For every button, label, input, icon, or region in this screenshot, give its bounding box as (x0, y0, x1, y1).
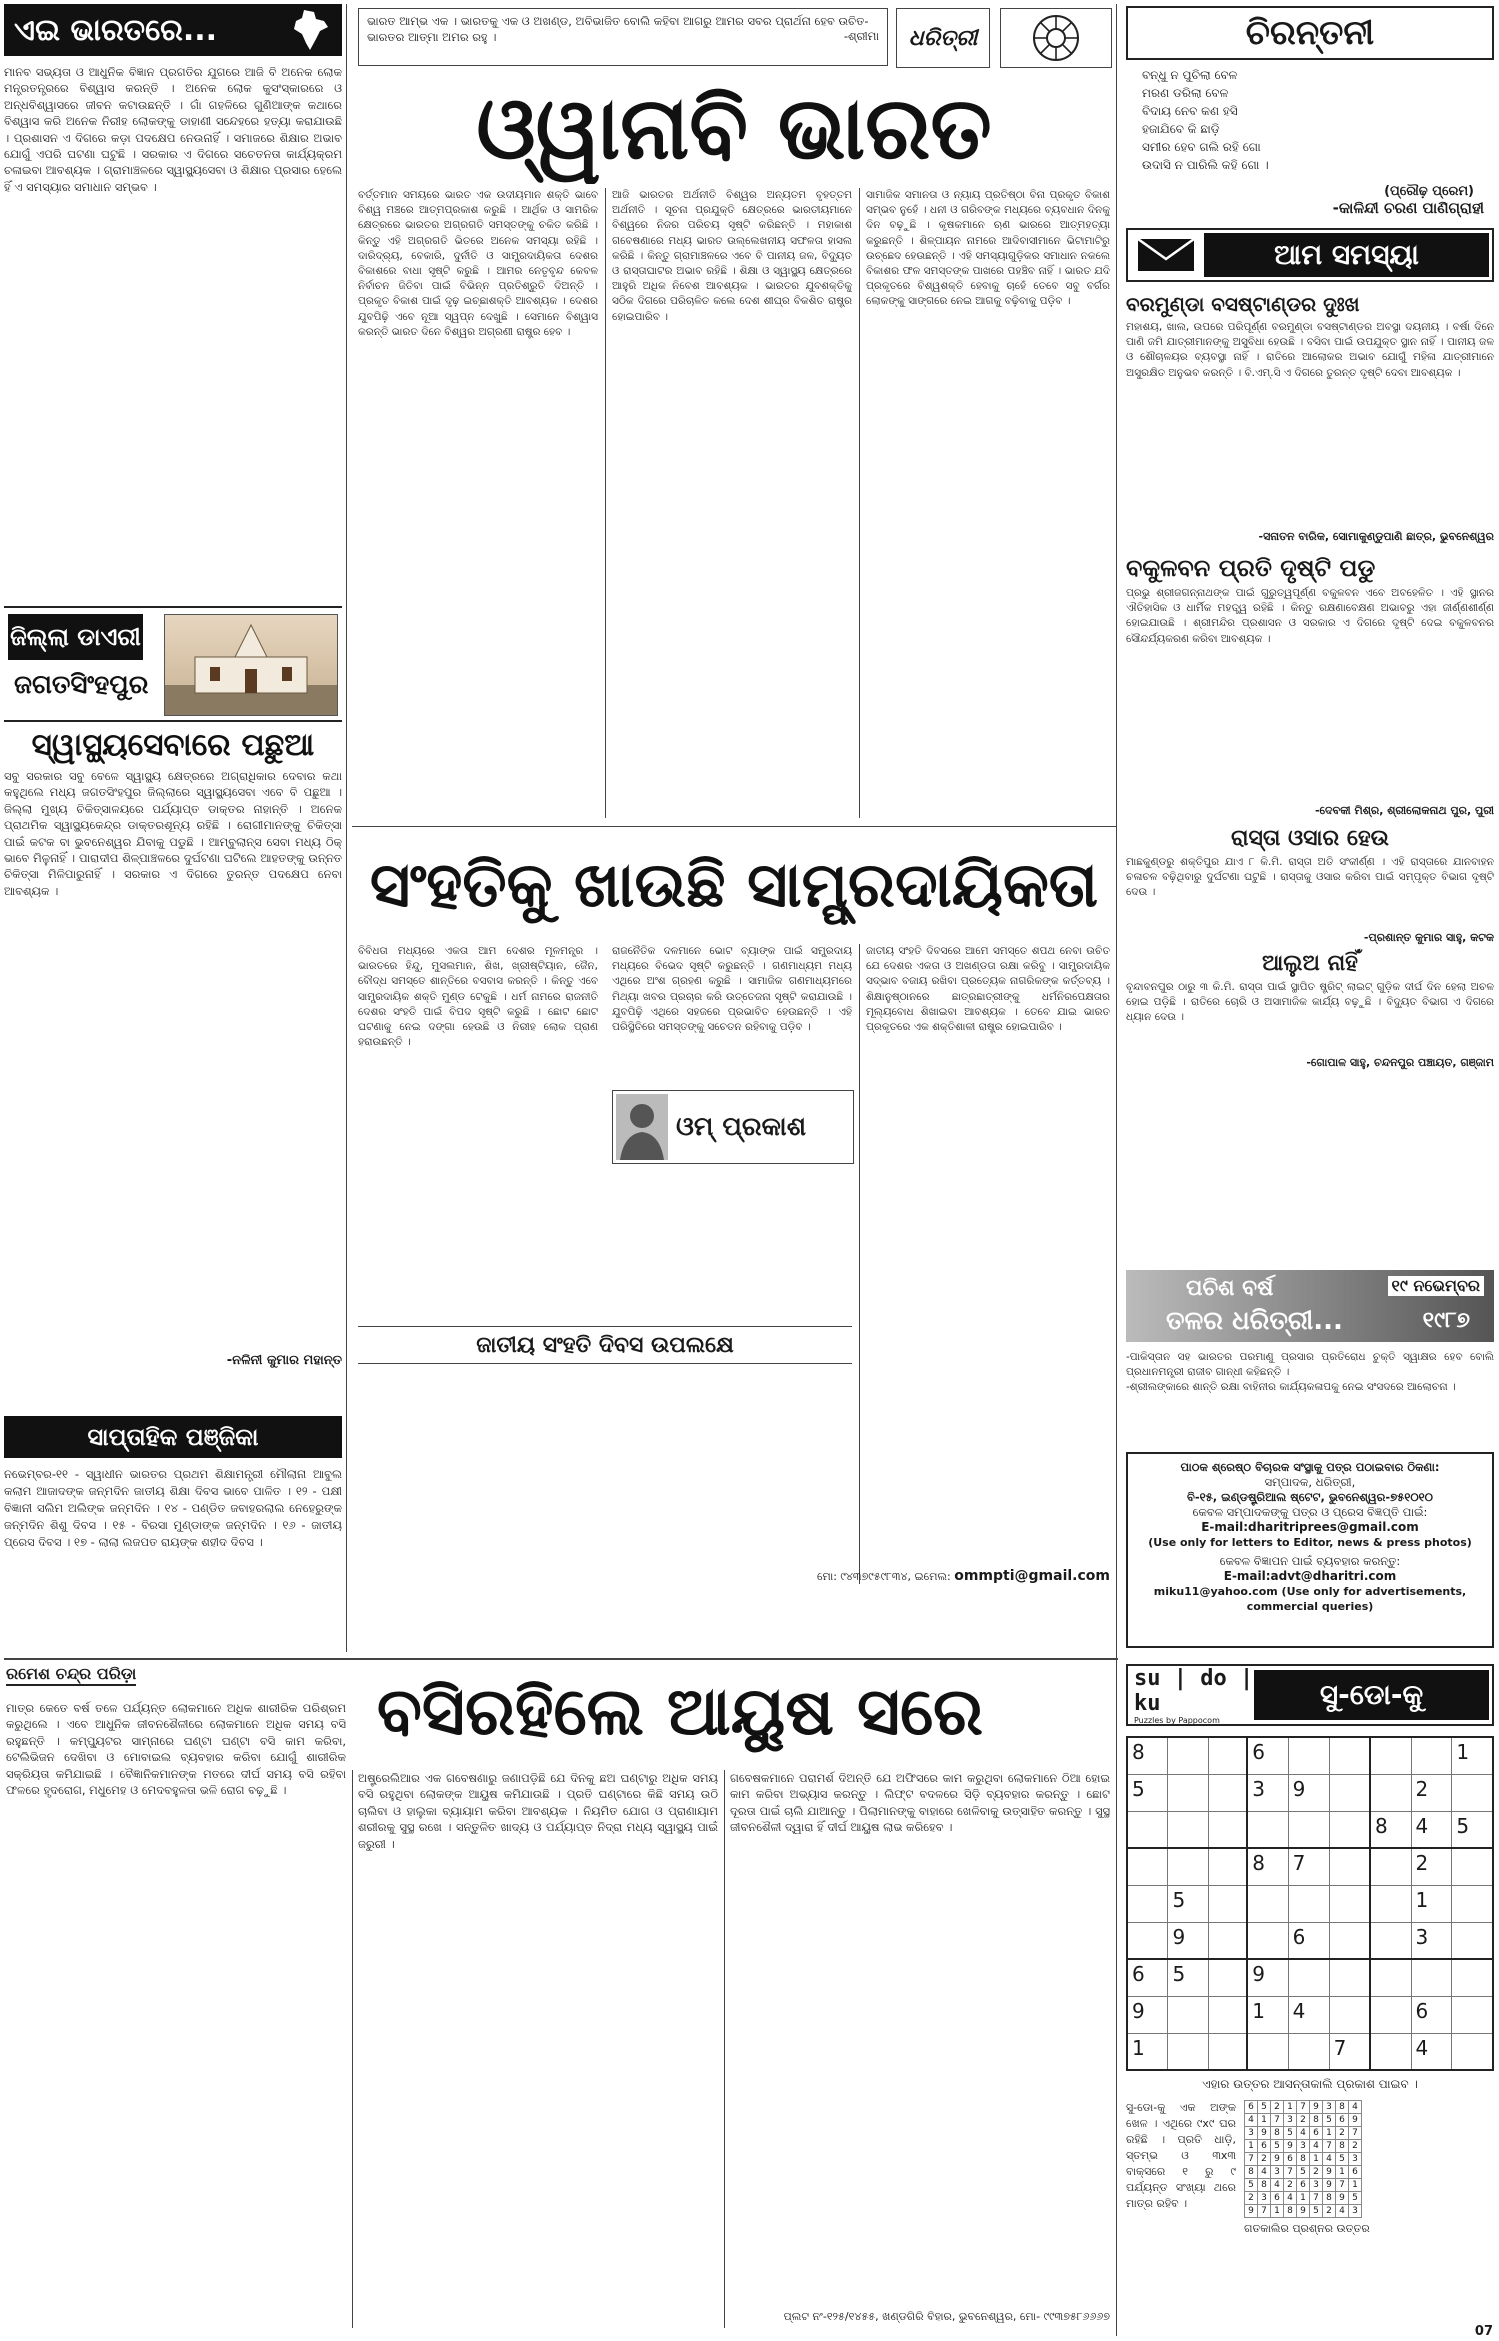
sudoku-cell[interactable] (1288, 1737, 1329, 1774)
sudoku-cell: 9 (1288, 1774, 1329, 1811)
solution-cell: 2 (1349, 2140, 1362, 2153)
sudoku-cell[interactable] (1452, 1996, 1493, 2033)
solution-cell: 8 (1297, 2153, 1310, 2166)
solution-cell-row (1245, 2114, 1362, 2127)
sudoku-cell: 7 (1288, 1848, 1329, 1885)
sudoku-answer-note: ଏହାର ଉତ୍ତର ଆସନ୍ତାକାଲି ପ୍ରକାଶ ପାଇବ । (1202, 2077, 1418, 2091)
sudoku-cell: 9 (1127, 1996, 1168, 2033)
sun-wheel-icon (1031, 13, 1081, 63)
samasya-item2-title: ବକୁଳବନ ପ୍ରତି ଦୃଷ୍ଟି ପଡୁ (1126, 554, 1376, 582)
solution-cell: 5 (1297, 2166, 1310, 2179)
sudoku-cell[interactable] (1329, 1848, 1370, 1885)
sanhati-col1: ବିବିଧତା ମଧ୍ୟରେ ଏକତା ଆମ ଦେଶର ମୂଳମନ୍ତ୍ର । ଭାରତରେ ହିନ୍ଦୁ, ମୁସଲମାନ, ଶିଖ, ଖ୍ରୀଷ୍ଟିୟାନ, ଜୈନ, ବୌଦ୍ଧ ସମସ୍ତେ ଶାନ୍ତିରେ ବସବାସ କରନ୍ତି । କିନ୍ତୁ ଏବେ ସାମ୍ପ୍ରଦାୟିକ ଶକ୍ତି ମୁଣ୍ଡ ଟେକୁଛି । ଧର୍ମ ନାମରେ ରାଜନୀତି ଦେଶର ସଂହତି ପାଇଁ ବିପଦ ସୃଷ୍ଟି କରୁଛି । ଛୋଟ ଛୋଟ ଘଟଣାକୁ ନେଇ ଦଙ୍ଗା ହେଉଛି ଓ ନିରୀହ ଲୋକ ପ୍ରାଣ ହରାଉଛନ୍ତି । (358, 945, 598, 1049)
sudoku-cell[interactable] (1127, 1848, 1168, 1885)
solution-cell: 4 (1271, 2179, 1284, 2192)
sudoku-cell[interactable] (1209, 2033, 1247, 2070)
sudoku-cell: 5 (1168, 1959, 1209, 1996)
solution-cell: 3 (1245, 2127, 1258, 2140)
contact-email2[interactable]: E-mail:advt@dharitri.com (1223, 1569, 1397, 1583)
sudoku-solution (1244, 2100, 1362, 2218)
author-photo (616, 1094, 668, 1160)
solution-cell: 3 (1310, 2179, 1323, 2192)
sudoku-cell: 6 (1247, 1737, 1288, 1774)
sudoku-cell: 1 (1452, 1737, 1493, 1774)
sudoku-cell[interactable] (1452, 1885, 1493, 1922)
sudoku-bottom (1126, 2100, 1494, 2300)
solution-cell: 4 (1310, 2140, 1323, 2153)
solution-cell: 9 (1245, 2205, 1258, 2218)
sudoku-cell: 3 (1411, 1922, 1452, 1959)
sudoku-cell: 5 (1452, 1811, 1493, 1848)
solution-cell: 3 (1297, 2140, 1310, 2153)
samasya-item3-title: ରାସ୍ତା ଓସାର ହେଉ (1230, 826, 1389, 851)
zilla-diary-label (8, 614, 143, 660)
sudoku-cell[interactable] (1329, 1996, 1370, 2033)
solution-cell: 7 (1336, 2179, 1349, 2192)
solution-cell-row (1245, 2192, 1362, 2205)
chirantani-header (1126, 6, 1494, 60)
samasya-item4-title: ଆଲୁଅ ନାହିଁ (1262, 951, 1358, 976)
chirantani-poem: ବନ୍ଧୁ ନ ପୁଚିଲା ବେଳ ମରଣ ଡରିଲା ବେଳ ବିଦାୟ ନେବ କଣ ହସି ହଜାଯିବେ କି ଛାଡ଼ି ସମୀର ହେବ ଗଲି ରହି ଗୋ ଉଦାସି ନ ପାରିଲି କହି ଗୋ । (1142, 68, 1269, 172)
sudoku-cell: 4 (1411, 2033, 1452, 2070)
solution-cell: 3 (1323, 2101, 1336, 2114)
sudoku-cell[interactable] (1127, 1885, 1168, 1922)
sudoku-cell[interactable] (1411, 1737, 1452, 1774)
solution-cell: 9 (1271, 2153, 1284, 2166)
solution-cell-row (1245, 2127, 1362, 2140)
person-silhouette (616, 1094, 668, 1160)
envelope-icon (1136, 235, 1196, 275)
sudoku-cell[interactable] (1209, 1811, 1247, 1848)
sudoku-cell[interactable] (1168, 1774, 1209, 1811)
sanhati-col3: ଜାତୀୟ ସଂହତି ଦିବସରେ ଆମେ ସମସ୍ତେ ଶପଥ ନେବା ଉଚିତ ଯେ ଦେଶର ଏକତା ଓ ଅଖଣ୍ଡତା ରକ୍ଷା କରିବୁ । ସାମ୍ପ୍ରଦାୟିକ ସଦ୍ଭାବ ବଜାୟ ରଖିବା ପ୍ରତ୍ୟେକ ନାଗରିକଙ୍କ କର୍ତ୍ତବ୍ୟ । ଶିକ୍ଷାନୁଷ୍ଠାନରେ ଛାତ୍ରଛାତ୍ରୀଙ୍କୁ ଧର୍ମନିରପେକ୍ଷତାର ମୂଲ୍ୟବୋଧ ଶିଖାଇବା ଆବଶ୍ୟକ । ତେବେ ଯାଇ ଭାରତ ପ୍ରକୃତରେ ଏକ ଶକ୍ତିଶାଳୀ ରାଷ୍ଟ୍ର ହୋଇପାରିବ । (866, 945, 1110, 1034)
sudoku-cell: 8 (1127, 1737, 1168, 1774)
main-article-col3: ସାମାଜିକ ସମାନତା ଓ ନ୍ୟାୟ ପ୍ରତିଷ୍ଠା ବିନା ପ୍ରକୃତ ବିକାଶ ସମ୍ଭବ ନୁହେଁ । ଧନୀ ଓ ଗରିବଙ୍କ ମଧ୍ୟରେ ବ୍ୟବଧାନ ଦିନକୁ ଦିନ ବଢ଼ୁଛି । କୃଷକମାନେ ଋଣ ଭାରରେ ଆତ୍ମହତ୍ୟା କରୁଛନ୍ତି । ଶିଳ୍ପାୟନ ନାମରେ ଆଦିବାସୀମାନେ ଭିଟାମାଟିରୁ ଉଚ୍ଛେଦ ହେଉଛନ୍ତି । ଏହି ସମସ୍ୟାଗୁଡ଼ିକର ସମାଧାନ ନକଲେ ବିକାଶର ଫଳ ସମସ୍ତଙ୍କ ପାଖରେ ପହଞ୍ଚିବ ନାହିଁ । ଭାରତ ଯଦି ପ୍ରକୃତରେ ବିଶ୍ୱଶକ୍ତି ହେବାକୁ ଚାହେଁ ତେବେ ସବୁ ବର୍ଗର ଲୋକଙ୍କୁ ସାଙ୍ଗରେ ନେଇ ଆଗକୁ ବଢ଼ିବାକୁ ପଡ଼ିବ । (866, 189, 1110, 308)
solution-cell: 2 (1323, 2205, 1336, 2218)
chirantani-title: ଚିରନ୍ତନୀ (1245, 13, 1375, 53)
solution-cell: 6 (1336, 2114, 1349, 2127)
sudoku-cell: 8 (1370, 1811, 1411, 1848)
sudoku-cell[interactable] (1209, 1737, 1247, 1774)
solution-cell: 1 (1258, 2114, 1271, 2127)
solution-cell: 4 (1258, 2166, 1271, 2179)
solution-cell-row (1245, 2166, 1362, 2179)
sudoku-cell[interactable] (1452, 1922, 1493, 1959)
quote-box (358, 8, 888, 66)
solution-cell: 3 (1349, 2153, 1362, 2166)
sudoku-cell: 8 (1247, 1848, 1288, 1885)
sudoku-cell[interactable] (1209, 1922, 1247, 1959)
main-article-col2: ଆଜି ଭାରତର ଅର୍ଥନୀତି ବିଶ୍ୱର ଅନ୍ୟତମ ବୃହତ୍ତମ ଅର୍ଥନୀତି । ସୂଚନା ପ୍ରଯୁକ୍ତି କ୍ଷେତ୍ରରେ ଭାରତୀୟମାନେ ବିଶ୍ୱରେ ନିଜର ପରିଚୟ ସୃଷ୍ଟି କରିଛନ୍ତି । ମହାକାଶ ଗବେଷଣାରେ ମଧ୍ୟ ଭାରତ ଉଲ୍ଲେଖନୀୟ ସଫଳତା ହାସଲ କରିଛି । କିନ୍ତୁ ଗ୍ରାମାଞ୍ଚଳରେ ଏବେ ବି ପାନୀୟ ଜଳ, ବିଦ୍ୟୁତ ଓ ରାସ୍ତାଘାଟର ଅଭାବ ରହିଛି । ଶିକ୍ଷା ଓ ସ୍ୱାସ୍ଥ୍ୟ କ୍ଷେତ୍ରରେ ଆହୁରି ଅଧିକ ନିବେଶ ଆବଶ୍ୟକ । ଭାରତର ଯୁବଶକ୍ତିକୁ ସଠିକ ଦିଗରେ ପରିଚାଳିତ କଲେ ଦେଶ ଶୀଘ୍ର ବିକଶିତ ରାଷ୍ଟ୍ର ହୋଇପାରିବ । (612, 189, 852, 323)
sudoku-solution-wrap (1244, 2100, 1370, 2300)
chirantani-section (1126, 6, 1494, 217)
logo-text: ଧରିତ୍ରୀ (908, 25, 978, 51)
solution-cell: 8 (1310, 2114, 1323, 2127)
sudoku-cell[interactable] (1329, 1959, 1370, 1996)
sanhati-col1-cont (358, 1150, 598, 1316)
solution-cell: 8 (1336, 2140, 1349, 2153)
sudoku-cell[interactable] (1168, 2033, 1209, 2070)
sudoku-cell[interactable] (1370, 1959, 1411, 1996)
aama-samasya-header (1126, 228, 1494, 282)
samasya-item1-body: ମହାଶୟ, ଖାଲ, ଉପରେ ପରିପୂର୍ଣ୍ଣ ବରମୁଣ୍ଡା ବସଷ୍ଟାଣ୍ଡର ଅବସ୍ଥା ଦୟନୀୟ । ବର୍ଷା ଦିନେ ପାଣି ଜମି ଯାତ୍ରୀମାନଙ୍କୁ ଅସୁବିଧା ହେଉଛି । ବସିବା ପାଇଁ ଉପଯୁକ୍ତ ସ୍ଥାନ ନାହିଁ । ପାନୀୟ ଜଳ ଓ ଶୌଚାଳୟର ବ୍ୟବସ୍ଥା ନାହିଁ । ରାତିରେ ଆଲୋକର ଅଭାବ ଯୋଗୁଁ ମହିଳା ଯାତ୍ରୀମାନେ ଅସୁରକ୍ଷିତ ଅନୁଭବ କରନ୍ତି । ବି.ଏମ୍.ସି ଏ ଦିଗରେ ତୁରନ୍ତ ଦୃଷ୍ଟି ଦେବା ଆବଶ୍ୟକ । (1126, 321, 1494, 379)
solution-cell: 4 (1245, 2114, 1258, 2127)
solution-cell-row (1245, 2140, 1362, 2153)
sudoku-cell: 7 (1329, 2033, 1370, 2070)
chirantani-tag: (ପ୍ରୌଢ଼ ପ୍ରେମ) (1384, 184, 1474, 199)
basirahile-col3: ଗବେଷକମାନେ ପରାମର୍ଶ ଦିଅନ୍ତି ଯେ ଅଫିସରେ କାମ କରୁଥିବା ଲୋକମାନେ ଠିଆ ହୋଇ କାମ କରିବା ଅଭ୍ୟାସ କରନ୍ତୁ । ଲିଫ୍ଟ ବଦଳରେ ସିଡ଼ି ବ୍ୟବହାର କରନ୍ତୁ । ଛୋଟ ଦୂରତା ପାଇଁ ଚାଲି ଯାଆନ୍ତୁ । ପିଲାମାନଙ୍କୁ ବାହାରେ ଖେଳିବାକୁ ଉତ୍ସାହିତ କରନ୍ତୁ । ସୁସ୍ଥ ଜୀବନଶୈଳୀ ଦ୍ୱାରା ହିଁ ଦୀର୍ଘ ଆୟୁଷ ଲାଭ କରିହେବ । (730, 1771, 1110, 1835)
solution-cell: 7 (1323, 2140, 1336, 2153)
contact-box (1126, 1452, 1494, 1648)
solution-cell: 9 (1258, 2127, 1271, 2140)
solution-cell: 2 (1271, 2101, 1284, 2114)
sudoku-cell[interactable] (1209, 1959, 1247, 1996)
sudoku-cell[interactable] (1209, 1996, 1247, 2033)
solution-cell: 5 (1271, 2140, 1284, 2153)
pachisa-body: -ପାକିସ୍ତାନ ସହ ଭାରତର ପରମାଣୁ ପ୍ରସାର ପ୍ରତିରୋଧ ଚୁକ୍ତି ସ୍ୱାକ୍ଷର ହେବ ବୋଲି ପ୍ରଧାନମନ୍ତ୍ରୀ ରାଜୀବ ଗାନ୍ଧୀ କହିଛନ୍ତି । -ଶ୍ରୀଲଙ୍କାରେ ଶାନ୍ତି ରକ୍ଷା ବାହିନୀର କାର୍ଯ୍ୟକଳାପକୁ ନେଇ ସଂସଦରେ ଆଲୋଚନା । (1126, 1351, 1494, 1394)
sudoku-cell[interactable] (1329, 1885, 1370, 1922)
sudoku-cell[interactable] (1329, 1922, 1370, 1959)
solution-cell-row (1245, 2153, 1362, 2166)
zilla-diary-banner (4, 606, 342, 722)
sudoku-cell[interactable] (1370, 1848, 1411, 1885)
sudoku-cell[interactable] (1247, 1885, 1288, 1922)
contact-line1: ପାଠକ ଶ୍ରେଷ୍ଠ ବିଚାରକ ସଂସ୍ଥାକୁ ପତ୍ର ପଠାଇବାର ଠିକଣା: (1180, 1460, 1440, 1474)
zilla-diary-title: ଜିଲ୍ଲା ଡାଏରୀ (10, 623, 141, 651)
solution-cell: 2 (1284, 2179, 1297, 2192)
sudoku-cell: 3 (1247, 1774, 1288, 1811)
aama-samasya-title: ଆମ ସମସ୍ୟା (1274, 238, 1419, 271)
solution-cell: 9 (1297, 2205, 1310, 2218)
solution-cell: 4 (1336, 2205, 1349, 2218)
saptahika-header (4, 1416, 342, 1458)
sudoku-cell-row (1127, 1885, 1493, 1922)
sudoku-cell[interactable] (1288, 1811, 1329, 1848)
district-name: ଜଗତସିଂହପୁର (14, 670, 149, 700)
sudoku-cell[interactable] (1288, 1885, 1329, 1922)
sudoku-cell[interactable] (1247, 1811, 1288, 1848)
solution-cell: 6 (1284, 2153, 1297, 2166)
sudoku-cell[interactable] (1209, 1848, 1247, 1885)
contact-email1[interactable]: E-mail:dharitriprees@gmail.com (1201, 1520, 1419, 1534)
solution-cell: 4 (1323, 2153, 1336, 2166)
solution-cell: 5 (1336, 2153, 1349, 2166)
sudoku-cell[interactable] (1127, 1811, 1168, 1848)
sudoku-cell: 6 (1127, 1959, 1168, 1996)
solution-cell: 6 (1349, 2166, 1362, 2179)
solution-cell: 5 (1349, 2192, 1362, 2205)
solution-cell: 7 (1349, 2127, 1362, 2140)
sudoku-cell: 9 (1247, 1959, 1288, 1996)
samasya-item4-author: -ଗୋପାଳ ସାହୁ, ଚନ୍ଦନପୁର ପଞ୍ଚାୟତ, ଗଞ୍ଜାମ (1306, 1056, 1494, 1069)
sudoku-cell[interactable] (1411, 1959, 1452, 1996)
dharitri-logo (896, 8, 990, 68)
sudoku-cell[interactable] (1247, 2033, 1288, 2070)
solution-cell: 5 (1310, 2205, 1323, 2218)
sudoku-prev-label: ଗତକାଲିର ପ୍ରଶ୍ନର ଉତ୍ତର (1244, 2222, 1370, 2235)
solution-cell: 6 (1245, 2101, 1258, 2114)
swasthya-headline: ସ୍ୱାସ୍ଥ୍ୟସେବାରେ ପଛୁଆ (31, 727, 315, 763)
sanhati-lower-text (358, 1368, 852, 1564)
sudoku-header (1126, 1664, 1494, 1726)
solution-cell: 3 (1284, 2114, 1297, 2127)
solution-cell: 8 (1245, 2166, 1258, 2179)
solution-cell: 7 (1284, 2166, 1297, 2179)
solution-cell: 5 (1284, 2127, 1297, 2140)
samasya-item2-author: -ଦେବକୀ ମିଶ୍ର, ଶ୍ରୀଲୋକନାଥ ପୁର, ପୁରୀ (1314, 804, 1494, 817)
solution-cell: 4 (1349, 2101, 1362, 2114)
sudoku-cell[interactable] (1168, 1848, 1209, 1885)
sudoku-brand: su | do | ku (1134, 1665, 1254, 1716)
solution-cell: 3 (1271, 2166, 1284, 2179)
solution-cell: 1 (1336, 2166, 1349, 2179)
sudoku-brand-box (1128, 1666, 1254, 1725)
samasya-item3-author: -ପ୍ରଶାନ୍ତ କୁମାର ସାହୁ, କଟକ (1363, 931, 1494, 944)
main-article-title: ଓ୍ୱାନାବି ଭାରତ (476, 79, 992, 179)
jatiya-sanhati-text: ଜାତୀୟ ସଂହତି ଦିବସ ଉପଲକ୍ଷେ (476, 1332, 734, 1358)
ei-bharatare-title: ଏଇ ଭାରତରେ... (14, 12, 218, 48)
solution-cell: 9 (1349, 2114, 1362, 2127)
sudoku-cell: 2 (1411, 1848, 1452, 1885)
basirahile-byline: ରମେଶ ଚନ୍ଦ୍ର ପରିଡ଼ା (6, 1664, 136, 1686)
pachisa-date: ୧୯ ନଭେମ୍ବର (1388, 1276, 1485, 1296)
ei-bharatare-header (4, 4, 342, 56)
sudoku-cell-row (1127, 1811, 1493, 1848)
sudoku-section (1126, 1664, 1494, 2300)
sudoku-cell[interactable] (1370, 1996, 1411, 2033)
solution-cell: 5 (1258, 2101, 1271, 2114)
solution-cell: 8 (1323, 2192, 1336, 2205)
sudoku-cell: 2 (1411, 1774, 1452, 1811)
solution-cell: 6 (1297, 2179, 1310, 2192)
solution-cell: 8 (1258, 2179, 1271, 2192)
contact-line4: କେବଳ ସମ୍ପାଦକଙ୍କୁ ପତ୍ର ଓ ପ୍ରେସ ବିଜ୍ଞପ୍ତି ପାଇଁ: (1192, 1505, 1428, 1519)
sudoku-cell: 1 (1247, 1996, 1288, 2033)
sudoku-title: ସୁ-ଡୋ-କୁ (1319, 1678, 1424, 1711)
solution-cell: 1 (1245, 2140, 1258, 2153)
solution-cell: 2 (1297, 2114, 1310, 2127)
sudoku-cell-row (1127, 1774, 1493, 1811)
sanhati-contact-text: ମୋ: ୯୪୩୭୯୫୯୮୩୪, ଇମେଲ: (816, 1570, 955, 1583)
main-article-col1: ବର୍ତ୍ତମାନ ସମୟରେ ଭାରତ ଏକ ଉଦୀୟମାନ ଶକ୍ତି ଭାବେ ବିଶ୍ୱ ମଞ୍ଚରେ ଆତ୍ମପ୍ରକାଶ କରୁଛି । ଆର୍ଥିକ ଓ ସାମରିକ କ୍ଷେତ୍ରରେ ଭାରତର ଅଗ୍ରଗତି ସମସ୍ତଙ୍କୁ ଚକିତ କରିଛି । କିନ୍ତୁ ଏହି ଅଗ୍ରଗତି ଭିତରେ ଅନେକ ସମସ୍ୟା ରହିଛି । ଦାରିଦ୍ର୍ୟ, ବେକାରି, ଦୁର୍ନୀତି ଓ ସାମ୍ପ୍ରଦାୟିକତା ଦେଶର ବିକାଶରେ ବାଧା ସୃଷ୍ଟି କରୁଛି । ଆମର ନେତୃବୃନ୍ଦ କେବଳ ନିର୍ବାଚନ ଜିତିବା ପାଇଁ ବିଭିନ୍ନ ପ୍ରତିଶ୍ରୁତି ଦିଅନ୍ତି । ପ୍ରକୃତ ବିକାଶ ପାଇଁ ଦୃଢ଼ ଇଚ୍ଛାଶକ୍ତି ଆବଶ୍ୟକ । ଦେଶର ଯୁବପିଢ଼ି ଏବେ ନୂଆ ସ୍ୱପ୍ନ ଦେଖୁଛି । ସେମାନେ ବିଶ୍ୱାସ କରନ୍ତି ଭାରତ ଦିନେ ବିଶ୍ୱର ଅଗ୍ରଣୀ ରାଷ୍ଟ୍ର ହେବ । (358, 189, 598, 338)
samasya-item1-author: -ସନାତନ ବାରିକ, ସୋମାକୁଣ୍ଡୁପାଣି ଛାତ୍ର, ଭୁବନେଶ୍ୱର (1258, 530, 1494, 543)
sudoku-cell[interactable] (1370, 2033, 1411, 2070)
sudoku-cell[interactable] (1370, 1922, 1411, 1959)
swasthya-author: -ନଳିନୀ କୁମାର ମହାନ୍ତ (226, 1353, 342, 1368)
samasya-item2-body: ପ୍ରଭୁ ଶ୍ରୀଜଗନ୍ନାଥଙ୍କ ପାଇଁ ଗୁରୁତ୍ୱପୂର୍ଣ୍ଣ ବକୁଳବନ ଏବେ ଅବହେଳିତ । ଏହି ସ୍ଥାନର ଐତିହାସିକ ଓ ଧାର୍ମିକ ମହତ୍ତ୍ୱ ରହିଛି । କିନ୍ତୁ ରକ୍ଷଣାବେକ୍ଷଣ ଅଭାବରୁ ଏହା ଜୀର୍ଣ୍ଣଶୀର୍ଣ୍ଣ ହୋଇଯାଉଛି । ଶ୍ରୀମନ୍ଦିର ପ୍ରଶାସନ ଓ ସରକାର ଏ ଦିଗରେ ଦୃଷ୍ଟି ଦେଇ ବକୁଳବନର ସୌନ୍ଦର୍ଯ୍ୟକରଣ କରିବା ଆବଶ୍ୟକ । (1126, 587, 1494, 645)
solution-cell: 5 (1245, 2179, 1258, 2192)
sudoku-cell[interactable] (1168, 1737, 1209, 1774)
sudoku-cell-row (1127, 1848, 1493, 1885)
pachisa-line2: ତଳର ଧରିତ୍ରୀ... (1166, 1306, 1343, 1336)
saptahika-body: ନଭେମ୍ବର-୧୧ - ସ୍ୱାଧୀନ ଭାରତର ପ୍ରଥମ ଶିକ୍ଷାମନ୍ତ୍ରୀ ମୌଲାନା ଆବୁଲ କଲାମ ଆଜାଦଙ୍କ ଜନ୍ମଦିନ ଜାତୀୟ ଶିକ୍ଷା ଦିବସ ଭାବେ ପାଳିତ । ୧୨ - ପକ୍ଷୀ ବିଜ୍ଞାନୀ ସଲିମ ଅଲିଙ୍କ ଜନ୍ମଦିନ । ୧୪ - ପଣ୍ଡିତ ଜବାହରଲାଲ ନେହେରୁଙ୍କ ଜନ୍ମଦିନ ଶିଶୁ ଦିବସ । ୧୫ - ବିରସା ମୁଣ୍ଡାଙ୍କ ଜନ୍ମଦିନ । ୧୬ - ଜାତୀୟ ପ୍ରେସ ଦିବସ । ୧୭ - ଲାଲା ଲଜପତ ରାୟଙ୍କ ଶହୀଦ ଦିବସ । (4, 1467, 342, 1549)
samasya-item1-title: ବରମୁଣ୍ଡା ବସଷ୍ଟାଣ୍ଡର ଦୁଃଖ (1126, 292, 1360, 316)
contact-line5: କେବଳ ବିଜ୍ଞାପନ ପାଇଁ ବ୍ୟବହାର କରନ୍ତୁ: (1219, 1554, 1401, 1568)
sudoku-cell[interactable] (1329, 1811, 1370, 1848)
solution-cell: 6 (1271, 2192, 1284, 2205)
sanhati-email[interactable]: ommpti@gmail.com (954, 1568, 1110, 1584)
sudoku-instructions: ସୁ-ଡୋ-କୁ ଏକ ଅଙ୍କ ଖେଳ । ଏଥିରେ ୯x୯ ଘର ରହିଛି । ପ୍ରତି ଧାଡ଼ି, ସ୍ତମ୍ଭ ଓ ୩x୩ ବାକ୍ସରେ ୧ ରୁ ୯ ପର୍ଯ୍ୟନ୍ତ ସଂଖ୍ୟା ଥରେ ମାତ୍ର ରହିବ । (1126, 2101, 1236, 2210)
solution-cell: 1 (1284, 2101, 1297, 2114)
sudoku-cell[interactable] (1288, 2033, 1329, 2070)
solution-cell: 5 (1323, 2114, 1336, 2127)
solution-cell: 1 (1271, 2205, 1284, 2218)
solution-cell: 4 (1284, 2192, 1297, 2205)
quote-text: ଭାରତ ଆମ୍ଭ ଏକ । ଭାରତକୁ ଏକ ଓ ଅଖଣ୍ଡ, ଅବିଭାଜିତ ବୋଲି କହିବା ଆଗରୁ ଆମର ସବର ପ୍ରାର୍ଥନା ହେବ ଉଚିତ-ଭାରତର ଆତ୍ମା ଅମର ରହୁ । (367, 14, 869, 44)
solution-cell: 9 (1323, 2166, 1336, 2179)
sudoku-cell[interactable] (1127, 1922, 1168, 1959)
sudoku-cell-row (1127, 1959, 1493, 1996)
sudoku-cell[interactable] (1452, 1774, 1493, 1811)
solution-cell: 9 (1284, 2140, 1297, 2153)
sudoku-cell[interactable] (1209, 1885, 1247, 1922)
pachisa-barsha-banner (1126, 1270, 1494, 1342)
solution-cell: 9 (1310, 2101, 1323, 2114)
pachisa-year: ୧୯୮୭ (1422, 1308, 1470, 1333)
solution-cell: 1 (1349, 2179, 1362, 2192)
sudoku-cell[interactable] (1329, 1737, 1370, 1774)
solution-cell: 1 (1323, 2127, 1336, 2140)
swasthya-section (4, 722, 342, 1368)
sanhati-contact (700, 1568, 1110, 1584)
india-map-icon (286, 7, 332, 53)
sudoku-grid (1126, 1736, 1494, 2071)
solution-cell: 8 (1271, 2127, 1284, 2140)
sudoku-cell[interactable] (1370, 1885, 1411, 1922)
sun-emblem (1000, 8, 1112, 68)
solution-cell: 9 (1323, 2179, 1336, 2192)
sudoku-cell: 5 (1168, 1885, 1209, 1922)
contact-line3: ବି-୧୫, ଇଣ୍ଡଷ୍ଟ୍ରିଆଲ ଷ୍ଟେଟ, ଭୁବନେଶ୍ୱର-୭୫୧୦୧୦ (1187, 1490, 1433, 1504)
aama-samasya-title-bar (1204, 233, 1489, 277)
sudoku-cell[interactable] (1329, 1774, 1370, 1811)
sudoku-cell[interactable] (1452, 1959, 1493, 1996)
quote-author: -ଶ୍ରୀମା (843, 29, 879, 43)
chirantani-author: -କାଳିନ୍ଦୀ ଚରଣ ପାଣିଗ୍ରାହୀ (1332, 199, 1484, 217)
sudoku-cell: 6 (1288, 1922, 1329, 1959)
basirahile-col2: ଅଷ୍ଟ୍ରେଲିଆର ଏକ ଗବେଷଣାରୁ ଜଣାପଡ଼ିଛି ଯେ ଦିନକୁ ଛଅ ଘଣ୍ଟାରୁ ଅଧିକ ସମୟ ବସି ରହୁଥିବା ଲୋକଙ୍କ ଆୟୁଷ କମିଯାଉଛି । ପ୍ରତି ଘଣ୍ଟାରେ କିଛି ସମୟ ଉଠି ଚାଲିବା ଓ ହାଲୁକା ବ୍ୟାୟାମ କରିବା ଆବଶ୍ୟକ । ନିୟମିତ ଯୋଗ ଓ ପ୍ରାଣାୟାମ ଶରୀରକୁ ସୁସ୍ଥ ରଖେ । ସନ୍ତୁଳିତ ଖାଦ୍ୟ ଓ ପର୍ଯ୍ୟାପ୍ତ ନିଦ୍ରା ମଧ୍ୟ ସ୍ୱାସ୍ଥ୍ୟ ପାଇଁ ଜରୁରୀ । (358, 1771, 718, 1851)
solution-cell: 2 (1258, 2153, 1271, 2166)
solution-cell: 3 (1258, 2192, 1271, 2205)
solution-cell: 2 (1336, 2127, 1349, 2140)
ei-bharatare-section (4, 4, 342, 609)
aama-samasya-section (1126, 228, 1494, 1070)
saptahika-title: ସାପ୍ତାହିକ ପଞ୍ଜିକା (87, 1423, 259, 1451)
sudoku-cell: 4 (1288, 1996, 1329, 2033)
sudoku-cell: 4 (1411, 1811, 1452, 1848)
sudoku-cell: 5 (1127, 1774, 1168, 1811)
sudoku-cell[interactable] (1370, 1737, 1411, 1774)
solution-cell: 7 (1310, 2192, 1323, 2205)
sudoku-cell: 1 (1127, 2033, 1168, 2070)
solution-cell-row (1245, 2205, 1362, 2218)
sudoku-cell: 6 (1411, 1996, 1452, 2033)
sudoku-cell-row (1127, 1737, 1493, 1774)
basirahile-footer: ପ୍ଲଟ ନଂ-୧୨୫/୧୪୫୫, ଖଣ୍ଡଗିରି ବିହାର, ଭୁବନେଶ୍ୱର, ମୋ- ୯୯୩୭୫୮୬୬୬୭ (783, 2310, 1110, 2323)
solution-cell: 2 (1310, 2166, 1323, 2179)
sudoku-cell-row (1127, 1996, 1493, 2033)
solution-cell: 2 (1245, 2192, 1258, 2205)
sudoku-cell[interactable] (1452, 2033, 1493, 2070)
solution-cell: 1 (1297, 2192, 1310, 2205)
samasya-item3-body: ମାଛକୁଣ୍ଡରୁ ଶକ୍ତିପୁର ଯାଏ ୮ କି.ମି. ରାସ୍ତା ଅତି ସଂକୀର୍ଣ୍ଣ । ଏହି ରାସ୍ତାରେ ଯାନବାହନ ଚଳାଚଳ ବଢ଼ିଥିବାରୁ ଦୁର୍ଘଟଣା ଘଟୁଛି । ରାସ୍ତାକୁ ଓସାର କରିବା ପାଇଁ ସମ୍ପୃକ୍ତ ବିଭାଗ ଦୃଷ୍ଟି ଦେଉ । (1126, 856, 1494, 899)
solution-cell: 3 (1349, 2205, 1362, 2218)
sudoku-brand-sub: Puzzles by Pappocom (1134, 1715, 1220, 1725)
solution-cell-row (1245, 2179, 1362, 2192)
solution-cell: 6 (1258, 2140, 1271, 2153)
sudoku-cell[interactable] (1370, 1774, 1411, 1811)
sudoku-title-bar (1254, 1670, 1489, 1720)
sanhati-article-title: ସଂହତିକୁ ଖାଉଛି ସାମ୍ପ୍ରଦାୟିକତା (369, 848, 1099, 921)
solution-cell: 7 (1271, 2114, 1284, 2127)
saptahika-section (4, 1416, 342, 1686)
solution-cell: 1 (1310, 2153, 1323, 2166)
solution-cell: 9 (1336, 2192, 1349, 2205)
solution-cell: 7 (1245, 2153, 1258, 2166)
sudoku-cell[interactable] (1168, 1811, 1209, 1848)
swasthya-body: ସବୁ ସରକାର ସବୁ ବେଳେ ସ୍ୱାସ୍ଥ୍ୟ କ୍ଷେତ୍ରରେ ଅଗ୍ରାଧିକାର ଦେବାର କଥା କହୁଥିଲେ ମଧ୍ୟ ଜଗତସିଂହପୁର ଜିଲ୍ଲାରେ ସ୍ୱାସ୍ଥ୍ୟସେବା ଏବେ ବି ପଛୁଆ । ଜିଲ୍ଲା ମୁଖ୍ୟ ଚିକିତ୍ସାଳୟରେ ପର୍ଯ୍ୟାପ୍ତ ଡାକ୍ତର ନାହାନ୍ତି । ଅନେକ ପ୍ରାଥମିକ ସ୍ୱାସ୍ଥ୍ୟକେନ୍ଦ୍ର ଡାକ୍ତରଶୂନ୍ୟ ରହିଛି । ରୋଗୀମାନଙ୍କୁ ଚିକିତ୍ସା ପାଇଁ କଟକ ବା ଭୁବନେଶ୍ୱର ଯିବାକୁ ପଡୁଛି । ଆମ୍ବୁଲାନ୍ସ ସେବା ମଧ୍ୟ ଠିକ୍ ଭାବେ ମିଳୁନାହିଁ । ପାରାଦୀପ ଶିଳ୍ପାଞ୍ଚଳରେ ଦୁର୍ଘଟଣା ଘଟିଲେ ଆହତଙ୍କୁ ଉନ୍ନତ ଚିକିତ୍ସା ମିଳିପାରୁନାହିଁ । ସରକାର ଏ ଦିଗରେ ତୁରନ୍ତ ପଦକ୍ଷେପ ନେବା ଆବଶ୍ୟକ । (4, 769, 342, 898)
solution-cell-row (1245, 2101, 1362, 2114)
solution-cell: 8 (1336, 2101, 1349, 2114)
sudoku-cell: 1 (1411, 1885, 1452, 1922)
jatiya-sanhati-subhead (358, 1326, 852, 1364)
temple-illustration (165, 615, 337, 715)
author-box (612, 1090, 854, 1164)
samasya-item4-body: ବୃନ୍ଦାବନପୁର ଠାରୁ ୩ କି.ମି. ରାସ୍ତା ପାଇଁ ସ୍ଥାପିତ ଷ୍ଟ୍ରିଟ୍ ଲାଇଟ୍ ଗୁଡ଼ିକ ଦୀର୍ଘ ଦିନ ହେଲା ଅଚଳ ହୋଇ ପଡ଼ିଛି । ରାତିରେ ଚୋରି ଓ ଅସାମାଜିକ କାର୍ଯ୍ୟ ବଢ଼ୁଛି । ବିଦ୍ୟୁତ ବିଭାଗ ଏ ଦିଗରେ ଧ୍ୟାନ ଦେଉ । (1126, 981, 1494, 1024)
basirahile-col1: ମାତ୍ର କେତେ ବର୍ଷ ତଳେ ପର୍ଯ୍ୟନ୍ତ ଲୋକମାନେ ଅଧିକ ଶାରୀରିକ ପରିଶ୍ରମ କରୁଥିଲେ । ଏବେ ଆଧୁନିକ ଜୀବନଶୈଳୀରେ ଲୋକମାନେ ଅଧିକ ସମୟ ବସି ରହୁଛନ୍ତି । କମ୍ପ୍ୟୁଟର ସାମ୍ନାରେ ଘଣ୍ଟା ଘଣ୍ଟା ବସି କାମ କରିବା, ଟେଲିଭିଜନ ଦେଖିବା ଓ ମୋବାଇଲ ବ୍ୟବହାର କରିବା ଯୋଗୁଁ ଶାରୀରିକ ସକ୍ରିୟତା କମିଯାଇଛି । ବୈଜ୍ଞାନିକମାନଙ୍କ ମତରେ ଦୀର୍ଘ ସମୟ ବସି ରହିବା ଫଳରେ ହୃଦରୋଗ, ମଧୁମେହ ଓ ମେଦବହୁଳତା ଭଳି ରୋଗ ବଢ଼ୁଛି । (6, 1701, 346, 1798)
solution-cell: 7 (1258, 2205, 1271, 2218)
sudoku-cell[interactable] (1209, 1774, 1247, 1811)
sudoku-cell-row (1127, 1922, 1493, 1959)
sanhati-col2: ରାଜନୈତିକ ଦଳମାନେ ଭୋଟ ବ୍ୟାଙ୍କ ପାଇଁ ସମ୍ପ୍ରଦାୟ ମଧ୍ୟରେ ବିଭେଦ ସୃଷ୍ଟି କରୁଛନ୍ତି । ଗଣମାଧ୍ୟମ ମଧ୍ୟ ଏଥିରେ ଅଂଶ ଗ୍ରହଣ କରୁଛି । ସାମାଜିକ ଗଣମାଧ୍ୟମରେ ମିଥ୍ୟା ଖବର ପ୍ରଚାର କରି ଉତ୍ତେଜନା ସୃଷ୍ଟି କରାଯାଉଛି । ଯୁବପିଢ଼ି ଏଥିରେ ସହଜରେ ପ୍ରଭାବିତ ହେଉଛନ୍ତି । ଏହି ପରିସ୍ଥିତିରେ ସମସ୍ତଙ୍କୁ ସଚେତନ ରହିବାକୁ ପଡ଼ିବ । (612, 945, 852, 1034)
basirahile-title: ବସିରହିଲେ ଆୟୁଷ ସରେ (376, 1673, 984, 1750)
author-name: ଓମ୍ ପ୍ରକାଶ (676, 1111, 807, 1142)
sudoku-cell[interactable] (1452, 1848, 1493, 1885)
sudoku-cell[interactable] (1247, 1922, 1288, 1959)
contact-note1: (Use only for letters to Editor, news & press photos) (1148, 1536, 1472, 1549)
sudoku-cell[interactable] (1288, 1959, 1329, 1996)
pachisa-line1: ପଚିଶ ବର୍ଷ (1186, 1276, 1274, 1301)
temple-photo (164, 614, 338, 716)
sudoku-cell: 9 (1168, 1922, 1209, 1959)
contact-email3[interactable]: miku11@yahoo.com (Use only for advertisements, commercial queries) (1153, 1585, 1467, 1613)
solution-cell: 6 (1310, 2127, 1323, 2140)
ei-bharatare-body: ମାନବ ସଭ୍ୟତା ଓ ଆଧୁନିକ ବିଜ୍ଞାନ ପ୍ରଗତିର ଯୁଗରେ ଆଜି ବି ଅନେକ ଲୋକ ମନ୍ତ୍ରତନ୍ତ୍ରରେ ବିଶ୍ୱାସ କରନ୍ତି । ଅନେକ ଲୋକ କୁସଂସ୍କାରରେ ଓ ଅନ୍ଧବିଶ୍ୱାସରେ ଜୀବନ କଟାଉଛନ୍ତି । ଗାଁ ଗହଳିରେ ଗୁଣିଆଙ୍କ କଥାରେ ବିଶ୍ୱାସ କରି ଅନେକ ନିରୀହ ଲୋକଙ୍କୁ ଡାହାଣୀ ସନ୍ଦେହରେ ହତ୍ୟା କରାଯାଉଛି । ପ୍ରଶାସନ ଏ ଦିଗରେ କଡ଼ା ପଦକ୍ଷେପ ନେଉନାହିଁ । ସମାଜରେ ଶିକ୍ଷାର ଅଭାବ ଯୋଗୁଁ ଏପରି ଘଟଣା ଘଟୁଛି । ସରକାର ଏ ଦିଗରେ ସଚେତନତା କାର୍ଯ୍ୟକ୍ରମ ଚଳାଇବା ଆବଶ୍ୟକ । ଗ୍ରାମାଞ୍ଚଳରେ ସ୍ୱାସ୍ଥ୍ୟସେବା ଓ ଶିକ୍ଷାର ପ୍ରସାର ହେଲେ ହିଁ ଏ ସମସ୍ୟାର ସମାଧାନ ସମ୍ଭବ । (4, 65, 342, 194)
sudoku-cell[interactable] (1168, 1996, 1209, 2033)
page-number: 07 (1474, 2324, 1493, 2339)
solution-cell: 4 (1297, 2127, 1310, 2140)
solution-cell: 8 (1284, 2205, 1297, 2218)
sudoku-cell-row (1127, 2033, 1493, 2070)
solution-cell: 7 (1297, 2101, 1310, 2114)
contact-line2: ସମ୍ପାଦକ, ଧରିତ୍ରୀ, (1264, 1475, 1356, 1489)
